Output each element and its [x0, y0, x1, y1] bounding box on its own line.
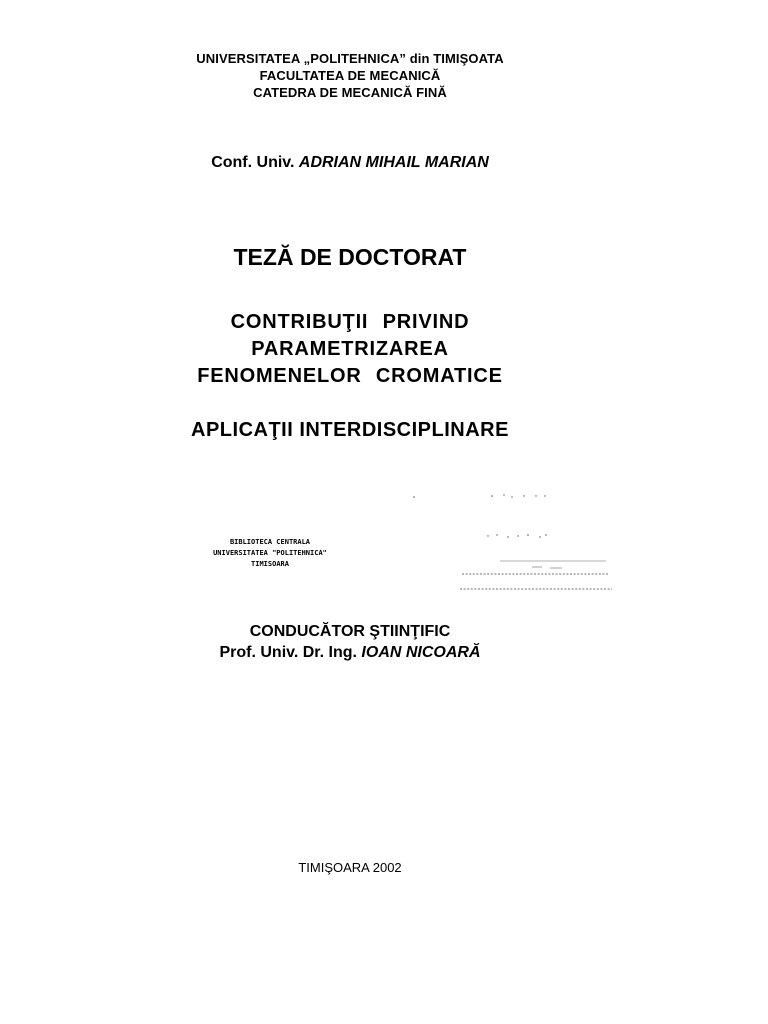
supervisor-line — [0, 642, 700, 663]
library-stamp-line-2: UNIVERSITATEA "POLITEHNICA" — [213, 549, 327, 557]
university-name: UNIVERSITATEA „POLITEHNICA” din TIMIŞOATA — [196, 51, 504, 66]
faculty-name: FACULTATEA DE MECANICĂ — [259, 68, 441, 83]
thesis-subtitle: APLICAŢII INTERDISCIPLINARE — [191, 419, 509, 441]
author-title: Conf. Univ. — [211, 154, 295, 171]
thesis-title-line-1: CONTRIBUŢII PRIVIND — [230, 311, 470, 333]
thesis-title-line-3: FENOMENELOR CROMATICE — [197, 365, 503, 387]
supervisor-role: CONDUCĂTOR ŞTIINŢIFIC — [249, 623, 451, 640]
thesis-type: TEZĂ DE DOCTORAT — [233, 244, 467, 270]
faint-scan-marks — [400, 488, 630, 598]
thesis-title-line-2: PARAMETRIZAREA — [251, 338, 449, 360]
library-stamp-line-3: TIMISOARA — [251, 560, 289, 568]
thesis-title — [0, 309, 700, 390]
supervisor-name: IOAN NICOARĂ — [361, 644, 481, 661]
department-name: CATEDRA DE MECANICĂ FINĂ — [253, 85, 447, 100]
library-stamp-line-1: BIBLIOTECA CENTRALA — [229, 538, 311, 546]
library-stamp — [190, 537, 350, 570]
author-name: ADRIAN MIHAIL MARIAN — [298, 154, 489, 171]
institution-header — [0, 50, 700, 101]
supervisor-block — [0, 621, 700, 663]
author-line — [0, 154, 700, 172]
supervisor-title: Prof. Univ. Dr. Ing. — [219, 644, 357, 661]
place-and-year: TIMIŞOARA 2002 — [298, 860, 402, 875]
